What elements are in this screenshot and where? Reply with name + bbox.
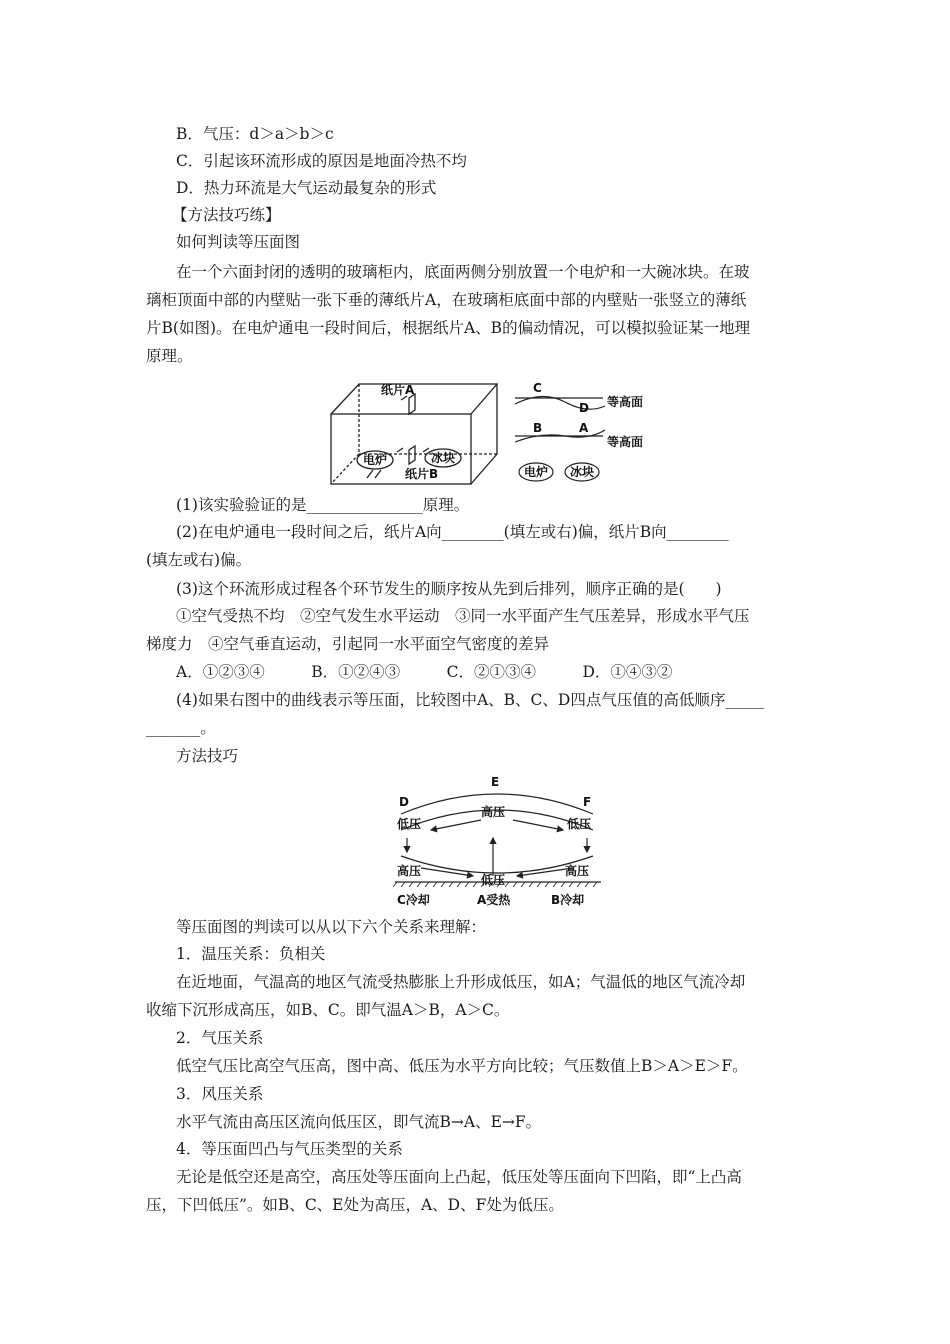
question-3-items-2: 梯度力 ④空气垂直运动，引起同一水平面空气密度的差异	[146, 635, 550, 653]
paper-b-label: 纸片B	[405, 467, 439, 481]
question-1: (1)该实验验证的是_______________原理。	[176, 496, 470, 514]
a-heating-label: A受热	[477, 893, 511, 907]
point-b-label: B	[533, 421, 543, 435]
ice-label: 冰块	[431, 451, 456, 465]
question-2-line-1: (2)在电炉通电一段时间之后，纸片A向________(填左或右)偏，纸片B向________	[176, 523, 729, 541]
para-4-line-2: 压，下凹低压”。如B、C、E处为高压，A、D、F处为低压。	[146, 1196, 564, 1214]
subtitle: 如何判读等压面图	[176, 233, 301, 251]
isobar-bottom-label: 等高面	[607, 435, 644, 449]
point-e-label: E	[491, 775, 500, 789]
stove-label-2: 电炉	[524, 465, 549, 479]
point-d-label: D	[579, 401, 589, 415]
intro-line-1: 在一个六面封闭的透明的玻璃柜内，底面两侧分别放置一个电炉和一大碗冰块。在玻	[176, 263, 750, 281]
intro-line-3: 片B(如图)。在电炉通电一段时间后，根据纸片A、B的偏动情况，可以模拟验证某一地理	[146, 319, 751, 337]
intro-line-2: 璃柜顶面中部的内壁贴一张下垂的薄纸片A，在玻璃柜底面中部的内壁贴一张竖立的薄纸	[146, 291, 747, 309]
low-pressure-right: 低压	[567, 817, 592, 831]
point-c-label: C	[533, 381, 542, 395]
option-c: C．引起该环流形成的原因是地面冷热不均	[176, 152, 467, 170]
low-pressure-left: 低压	[397, 817, 422, 831]
option-d: D．热力环流是大气运动最复杂的形式	[176, 179, 437, 197]
point-a-label: A	[579, 421, 589, 435]
para-4-line-1: 无论是低空还是高空，高压处等压面向上凸起，低压处等压面向下凹陷，即“上凸高	[176, 1168, 742, 1186]
question-3-choices: A．①②③④ B．①②④③ C．②①③④ D．①④③②	[176, 663, 673, 681]
ice-label-2: 冰块	[570, 465, 595, 479]
heading-4: 4．等压面凹凸与气压类型的关系	[176, 1140, 403, 1158]
point-f-label: F	[583, 795, 592, 809]
isobar-top-label: 等高面	[607, 395, 644, 409]
stove-label: 电炉	[363, 453, 388, 467]
experiment-figure	[325, 378, 655, 490]
b-cooling-label: B冷却	[551, 893, 585, 907]
explain-lead: 等压面图的判读可以从以下六个关系来理解：	[176, 918, 487, 936]
heading-2: 2．气压关系	[176, 1029, 264, 1047]
method-title: 方法技巧	[176, 747, 239, 765]
isobar-figure	[393, 772, 603, 910]
option-b: B．气压：d＞a＞b＞c	[176, 125, 334, 143]
section-title: 【方法技巧练】	[172, 206, 281, 224]
para-1-line-2: 收缩下沉形成高压，如B、C。即气温A＞B，A＞C。	[146, 1001, 510, 1019]
paper-a-label: 纸片A	[381, 383, 415, 397]
intro-line-4: 原理。	[146, 347, 193, 365]
low-pressure-bottom: 低压	[481, 873, 506, 887]
c-cooling-label: C冷却	[397, 893, 430, 907]
question-4-line-1: (4)如果右图中的曲线表示等压面，比较图中A、B、C、D四点气压值的高低顺序_____	[176, 691, 765, 709]
para-1-line-1: 在近地面，气温高的地区气流受热膨胀上升形成低压，如A；气温低的地区气流冷却	[176, 973, 746, 991]
para-2: 低空气压比高空气压高，图中高、低压为水平方向比较；气压数值上B＞A＞E＞F。	[176, 1057, 748, 1075]
point-d-label-2: D	[399, 795, 409, 809]
high-pressure-left: 高压	[397, 864, 422, 878]
heading-3: 3．风压关系	[176, 1085, 264, 1103]
heading-1: 1．温压关系：负相关	[176, 945, 326, 963]
question-4-line-2: _______。	[146, 719, 216, 737]
question-3: (3)这个环流形成过程各个环节发生的顺序按从先到后排列，顺序正确的是( )	[176, 580, 722, 598]
high-pressure-top: 高压	[481, 805, 506, 819]
question-3-items-1: ①空气受热不均 ②空气发生水平运动 ③同一水平面产生气压差异，形成水平气压	[176, 607, 750, 625]
para-3: 水平气流由高压区流向低压区，即气流B→A、E→F。	[176, 1113, 542, 1131]
high-pressure-right: 高压	[565, 864, 590, 878]
question-2-line-2: (填左或右)偏。	[146, 551, 252, 569]
